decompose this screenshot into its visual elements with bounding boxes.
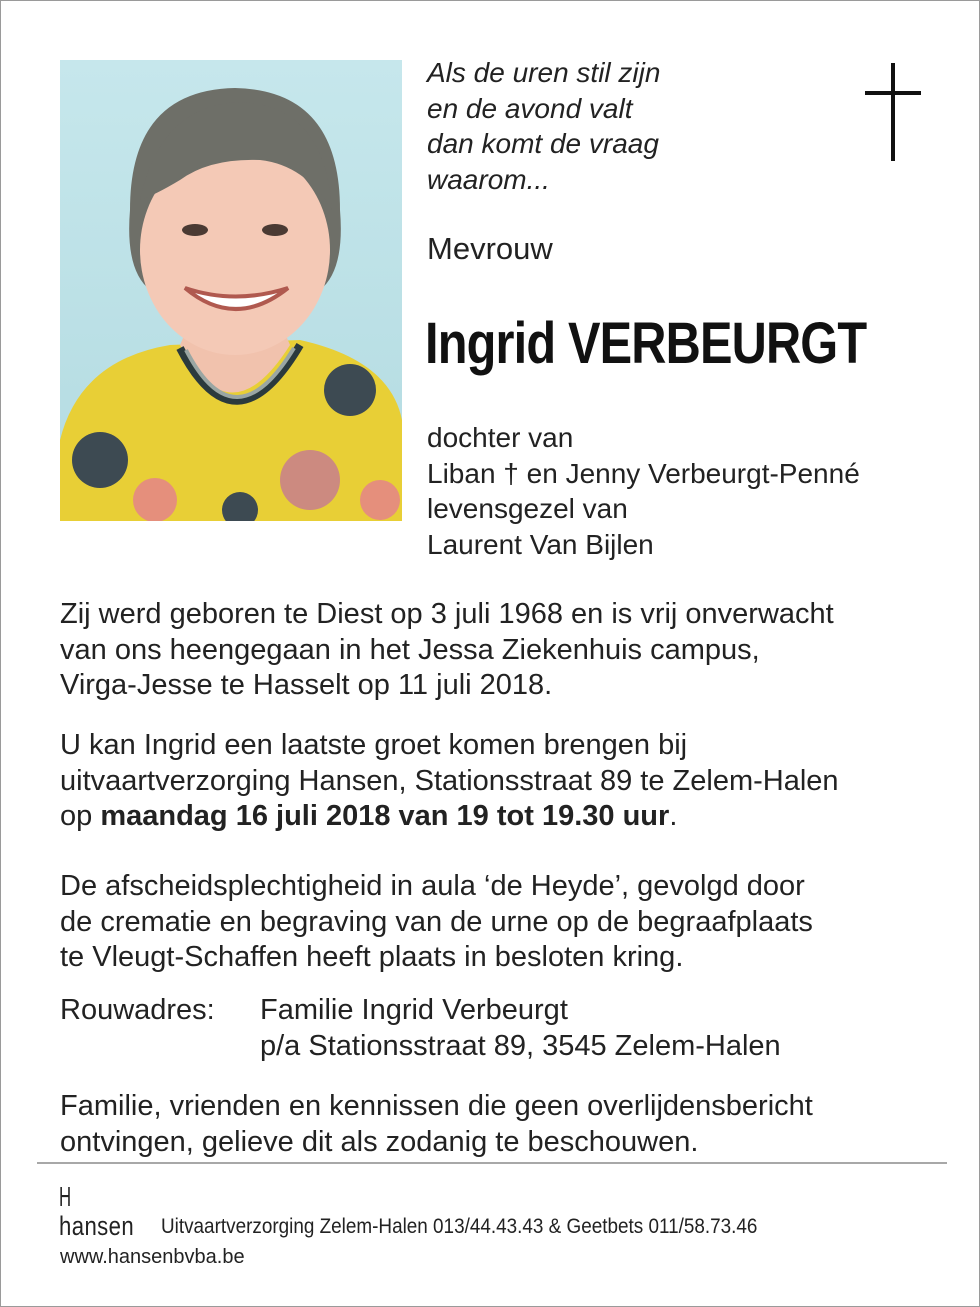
text-line: Familie, vrienden en kennissen die geen overlijdensbericht — [60, 1090, 813, 1122]
ceremony-paragraph — [60, 869, 940, 976]
family-relations — [427, 420, 860, 562]
memorial-poem — [427, 55, 660, 197]
birth-death-paragraph — [60, 597, 940, 704]
text-line: De afscheidsplechtigheid in aula ‘de Heyde’, gevolgd door — [60, 870, 805, 902]
address-lines — [260, 993, 781, 1064]
text-line: Zij werd geboren te Diest op 3 juli 1968 en is vrij onverwacht — [60, 598, 834, 630]
text-fragment: . — [669, 800, 678, 832]
portrait-illustration — [60, 60, 402, 521]
text-line — [60, 799, 940, 835]
closing-paragraph — [60, 1089, 940, 1160]
text-line: Virga-Jesse te Hasselt op 11 juli 2018. — [60, 669, 553, 701]
logo-mark: H — [59, 1181, 72, 1212]
text-line: U kan Ingrid een laatste groet komen brengen bij — [60, 729, 688, 761]
text-fragment: op — [60, 800, 101, 832]
visitation-paragraph — [60, 728, 940, 835]
family-line: Laurent Van Bijlen — [427, 528, 654, 560]
poem-line: en de avond valt — [427, 92, 633, 124]
visitation-datetime: maandag 16 juli 2018 van 19 tot 19.30 uur — [100, 800, 670, 832]
address-line: Familie Ingrid Verbeurgt — [260, 994, 568, 1026]
address-line: p/a Stationsstraat 89, 3545 Zelem-Halen — [260, 1029, 781, 1062]
footer-divider — [37, 1162, 947, 1164]
text-line: ontvingen, gelieve dit als zodanig te beschouwen. — [60, 1125, 699, 1158]
website-link[interactable]: www.hansenbvba.be — [60, 1246, 245, 1268]
poem-line: waarom... — [427, 163, 550, 195]
text-line: te Vleugt-Schaffen heeft plaats in besloten kring. — [60, 941, 684, 973]
hansen-logo — [59, 1181, 155, 1243]
honorific: Mevrouw — [427, 231, 553, 266]
funeral-home-contact: Uitvaartverzorging Zelem-Halen 013/44.43.43 & Geetbets 011/58.73.46 — [161, 1215, 758, 1238]
cross-icon — [863, 63, 923, 161]
poem-line: Als de uren stil zijn — [427, 57, 661, 88]
poem-line: dan komt de vraag — [427, 128, 659, 159]
mourning-address — [60, 993, 940, 1065]
text-line: uitvaartverzorging Hansen, Stationsstraat 89 te Zelem-Halen — [60, 764, 839, 797]
deceased-name: Ingrid VERBEURGT — [425, 311, 867, 376]
family-line: dochter van — [427, 422, 574, 453]
family-line: Liban † en Jenny Verbeurgt-Penné — [427, 457, 860, 489]
portrait-photo — [60, 60, 402, 521]
family-line: levensgezel van — [427, 493, 628, 524]
address-label: Rouwadres: — [60, 994, 215, 1026]
text-line: van ons heengegaan in het Jessa Ziekenhuis campus, — [60, 633, 760, 666]
text-line: de crematie en begraving van de urne op de begraafplaats — [60, 905, 813, 938]
logo-wordmark: hansen — [59, 1211, 135, 1241]
